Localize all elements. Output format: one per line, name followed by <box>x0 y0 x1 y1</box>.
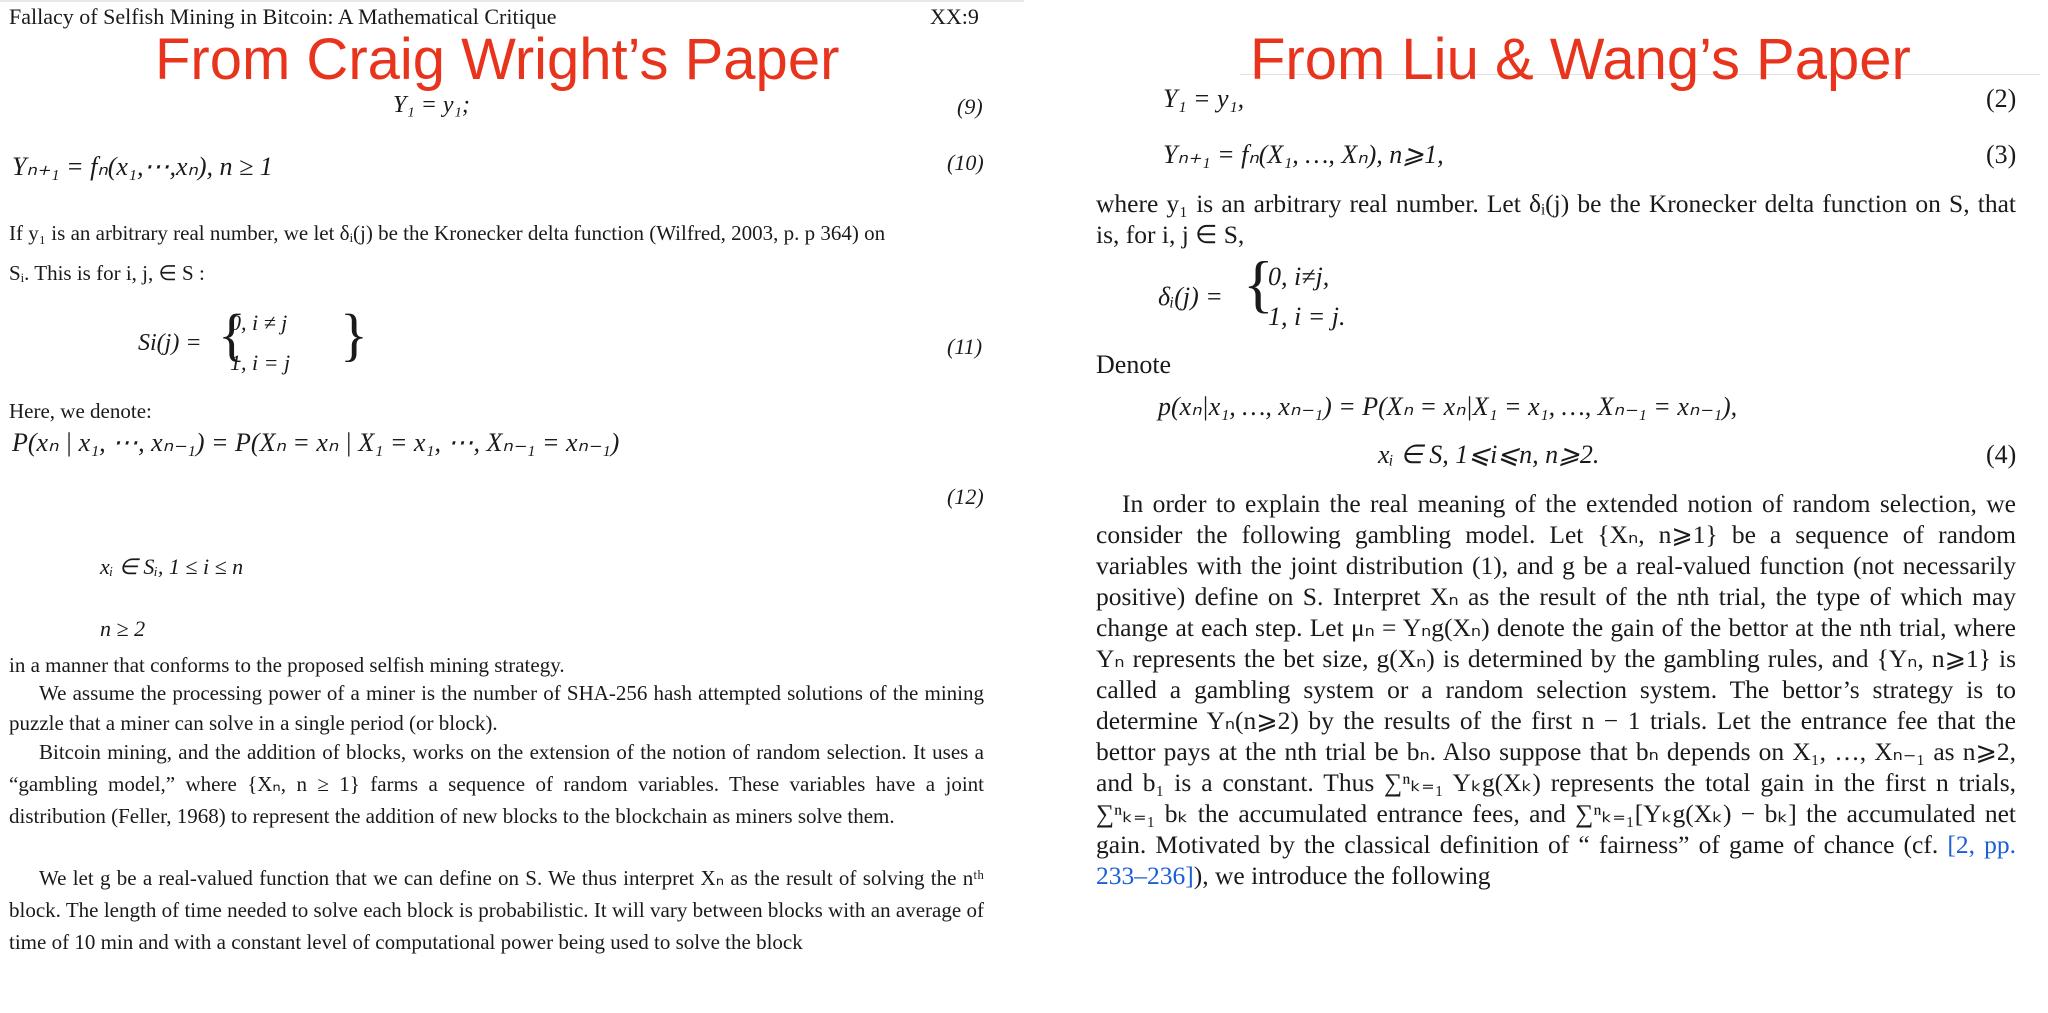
paragraph-gambling-model <box>1096 488 2016 891</box>
overlay-label-right: From Liu & Wang’s Paper <box>1250 27 1911 92</box>
equation-10: Yₙ₊₁ = fₙ(x₁,⋯,xₙ), n ≥ 1 <box>12 152 273 181</box>
equation-12-number: (12) <box>947 484 984 509</box>
delta-row1: 0, i≠j, <box>1268 262 1330 291</box>
right-brace: } <box>340 302 368 367</box>
gambling-model-end: ), we introduce the following <box>1193 861 1491 890</box>
paragraph-kronecker: If y₁ is an arbitrary real number, we let δᵢ(j) be the Kronecker delta function (Wilfred, 2003, p. p 364) on <box>9 221 886 245</box>
equation-4-number: (4) <box>1986 440 2017 469</box>
paragraph-selfish-mining: in a manner that conforms to the proposed selfish mining strategy. <box>9 653 565 677</box>
delta-lhs: δᵢ(j) = <box>1158 282 1223 311</box>
equation-3: Yₙ₊₁ = fₙ(X₁, …, Xₙ), n⩾1, <box>1163 140 1444 169</box>
gambling-model-text: In order to explain the real meaning of the extended notion of random selection, we consider the following gambling model. Let {Xₙ, n⩾1} be a sequence of random variables with the joint distribution (1), and g be a real-valued function (not necessarily positive) define on S. Interpret Xₙ as the result of the nth trial, the type of which may change at each step. Let μₙ = Yₙg(Xₙ) denote the gain of the bettor at the nth trial, where Yₙ represents the bet size, g(Xₙ) is determined by the gambling rules, and {Yₙ, n⩾1} is called a gambling system or a random selection system. The bettor’s strategy is to determine Yₙ(n⩾2) by the results of the first n − 1 trials. Let the entrance fee that the bettor pays at the nth trial be bₙ. Also suppose that bₙ depends on X₁, …, Xₙ₋₁ as n⩾2, and b₁ is a constant. Thus ∑ⁿₖ₌₁ Yₖg(Xₖ) represents the total gain in the first n trials, ∑ⁿₖ₌₁ bₖ the accumulated entrance fees, and ∑ⁿₖ₌₁[Yₖg(Xₖ) − bₖ] the accumulated net gain. Motivated by the classical definition of “ fairness” of game of chance (cf. <box>1096 489 2016 859</box>
equation-11-number: (11) <box>947 334 983 359</box>
left-brace: { <box>218 302 246 367</box>
paragraph-kronecker-right: where y₁ is an arbitrary real number. Let δᵢ(j) be the Kronecker delta function on S, that is, for i, j ∈ S, <box>1096 189 2016 249</box>
denote-label: Denote <box>1096 350 1172 379</box>
equation-12: P(xₙ | x₁, ⋯, xₙ₋₁) = P(Xₙ = xₙ | X₁ = x₁, ⋯, Xₙ₋₁ = xₙ₋₁) <box>12 428 620 457</box>
paragraph-processing-power: We assume the processing power of a miner is the number of SHA-256 hash attempted solutions of the mining puzzle that a miner can solve in a single period (or block). <box>9 681 984 735</box>
top-border <box>0 0 1030 2</box>
running-title: Fallacy of Selfish Mining in Bitcoin: A Mathematical Critique <box>9 4 557 29</box>
equation-3-number: (3) <box>1986 140 2017 169</box>
equation-11-lhs: Si(j) = <box>138 330 202 356</box>
delta-row2: 1, i = j. <box>1268 302 1346 331</box>
equation-11-row2: 1, i = j <box>230 350 291 375</box>
equation-9-number: (9) <box>957 94 983 119</box>
paragraph-kronecker-cont: Sᵢ. This is for i, j, ∈ S : <box>9 261 205 285</box>
here-we-denote: Here, we denote: <box>9 399 152 423</box>
page-number: XX:9 <box>930 4 979 29</box>
equation-10-number: (10) <box>947 150 984 175</box>
equation-4-line2: xᵢ ∈ S, 1⩽i⩽n, n⩾2. <box>1378 440 1600 469</box>
equation-11-row1: 0, i ≠ j <box>230 310 288 335</box>
condition-xi: xᵢ ∈ Sᵢ, 1 ≤ i ≤ n <box>100 554 244 579</box>
equation-2: Y₁ = y₁, <box>1163 84 1245 113</box>
paragraph-real-valued-function: We let g be a real-valued function that we can define on S. We thus interpret Xₙ as the result of solving the nᵗʰ block. The length of time needed to solve each block is probabilistic. It will vary between blocks with an average of time of 10 min and with a constant level of computational power being used to solve the block <box>9 866 984 954</box>
citation-link[interactable]: [2, pp. 233–236] <box>1096 830 2016 890</box>
overlay-label-left: From Craig Wright’s Paper <box>155 27 840 92</box>
condition-n: n ≥ 2 <box>100 616 146 641</box>
equation-2-number: (2) <box>1986 84 2017 113</box>
equation-4-line1: p(xₙ|x₁, …, xₙ₋₁) = P(Xₙ = xₙ|X₁ = x₁, …, Xₙ₋₁ = xₙ₋₁), <box>1158 392 1738 421</box>
paragraph-bitcoin-mining: Bitcoin mining, and the addition of blocks, works on the extension of the notion of random selection. It uses a “gambling model,” where {Xₙ, n ≥ 1} farms a sequence of random variables. These variables have a joint distribution (Feller, 1968) to represent the addition of new blocks to the blockchain as miners solve them. <box>9 740 984 828</box>
delta-brace: { <box>1243 248 1274 319</box>
equation-9: Y₁ = y₁; <box>393 92 470 118</box>
